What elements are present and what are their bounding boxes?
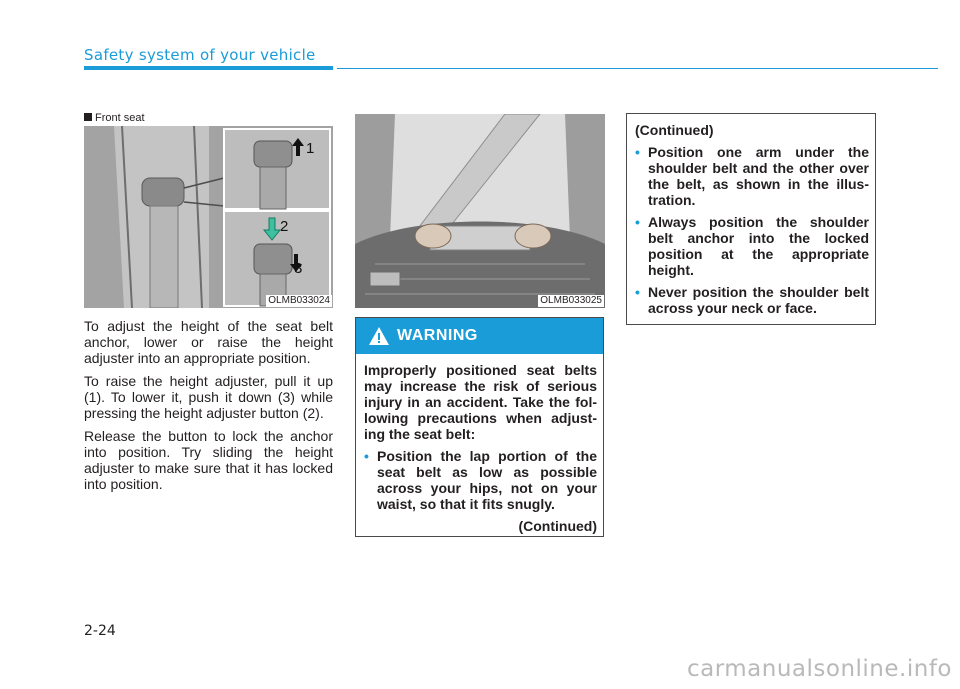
continued-bullet — [635, 144, 869, 208]
continued-label: (Continued) — [518, 518, 597, 534]
wearing-drawing — [355, 114, 605, 308]
bullet-dot-icon: • — [635, 144, 640, 160]
instructions-text — [84, 318, 333, 499]
header-rule-thick — [84, 66, 333, 70]
continued-heading: (Continued) — [635, 122, 714, 138]
seat-belt-adjuster-illustration — [84, 126, 333, 308]
bullet-text: Position the lap portion of the seat belt as low as possible across your hips, not on your waist, so that it fits snugly. — [377, 448, 597, 512]
section-title: Safety system of your vehicle — [84, 46, 316, 64]
warning-bullet — [364, 448, 597, 512]
paragraph: To adjust the height of the seat belt anchor, lower or raise the height adjuster into an appropriate position. — [84, 318, 333, 366]
figure-code: OLMB033025 — [540, 295, 602, 306]
callout-1: 1 — [306, 140, 315, 157]
warning-title: WARNING — [397, 327, 478, 344]
header-rule-thin — [337, 68, 938, 69]
bullet-dot-icon: • — [635, 214, 640, 230]
continued-bullet — [635, 214, 869, 278]
bullet-dot-icon: • — [364, 448, 369, 464]
warning-triangle-icon — [368, 326, 390, 346]
adjuster-drawing — [84, 126, 333, 308]
warning-box — [355, 317, 604, 537]
callout-3: 3 — [294, 260, 303, 277]
seat-belt-wearing-illustration — [355, 114, 605, 308]
bullet-dot-icon: • — [635, 284, 640, 300]
figure-caption — [84, 112, 145, 124]
warning-body — [356, 354, 603, 534]
continued-box — [626, 113, 876, 325]
warning-intro: Improperly positioned seat belts may increase the risk of serious injury in an accident. Take the fol-lowing precautions when adjust-ing the seat belt: — [364, 362, 597, 442]
paragraph: To raise the height adjuster, pull it up (1). To lower it, push it down (3) while pressing the height adjuster button (2). — [84, 373, 333, 421]
watermark: carmanualsonline.info — [686, 656, 952, 682]
paragraph: Release the button to lock the anchor into position. Try sliding the height adjuster to make sure that it has locked into position. — [84, 428, 333, 492]
warning-header — [356, 318, 603, 354]
bullet-text: Position one arm under the shoulder belt and the other over the belt, as shown in the illus-tration. — [648, 144, 869, 208]
callout-2: 2 — [280, 218, 289, 235]
figure-code: OLMB033024 — [268, 295, 330, 306]
square-bullet-icon — [84, 113, 92, 121]
bullet-text: Always position the shoulder belt anchor into the locked position at the appropriate height. — [648, 214, 869, 278]
bullet-text: Never position the shoulder belt across your neck or face. — [648, 284, 869, 316]
page-number: 2-24 — [84, 623, 116, 639]
continued-bullet — [635, 284, 869, 316]
figure-caption-text: Front seat — [95, 112, 145, 124]
